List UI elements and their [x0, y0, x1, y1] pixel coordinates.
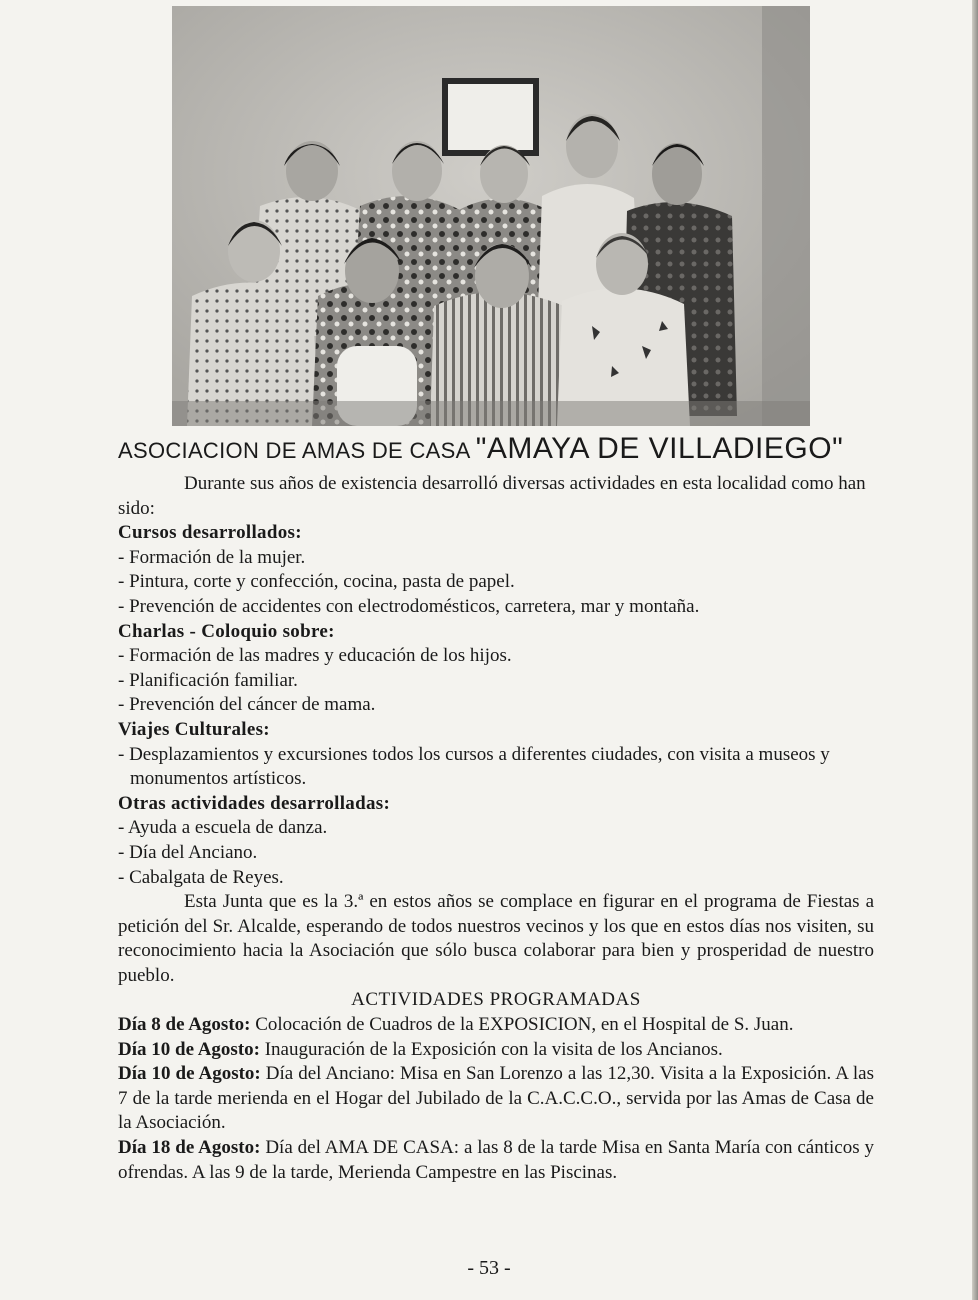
group-photo: [172, 6, 810, 426]
list-item: - Formación de las madres y educación de los hijos.: [118, 645, 512, 667]
program-text: Inauguración de la Exposición con la visita de los Ancianos.: [264, 1038, 723, 1060]
section-heading: Charlas - Coloquio sobre:: [118, 620, 335, 642]
list-item: - Cabalgata de Reyes.: [118, 866, 284, 888]
list-item: - Planificación familiar.: [118, 669, 298, 691]
program-entry: [118, 1038, 874, 1063]
page-edge: [972, 0, 978, 1300]
list-item: - Desplazamientos y excursiones todos los cursos a diferentes ciudades, con visita a museos y monumentos artísticos.: [118, 743, 830, 790]
list-item: - Día del Anciano.: [118, 841, 258, 863]
program-day: Día 18 de Agosto:: [118, 1137, 261, 1159]
program-entry: [118, 1136, 874, 1185]
page-number: - 53 -: [467, 1257, 511, 1279]
list-item: - Pintura, corte y confección, cocina, pasta de papel.: [118, 571, 515, 593]
article-body: [118, 472, 874, 1185]
section-heading: Cursos desarrollados:: [118, 522, 302, 544]
list-item: - Prevención del cáncer de mama.: [118, 694, 376, 716]
closing-paragraph: Esta Junta que es la 3.ª en estos años se complace en figurar en el programa de Fiestas a petición del Sr. Alcalde, esperando de todos nuestros vecinos y los que en estos días nos visiten, su reconocimiento hacia la Asociación que sólo busca colaborar para bien y prosperidad de nuestro pueblo.: [118, 891, 874, 986]
list-item: - Prevención de accidentes con electrodomésticos, carretera, mar y montaña.: [118, 595, 700, 617]
section-heading: Viajes Culturales:: [118, 718, 270, 740]
program-text: Día del AMA DE CASA: a las 8 de la tarde Misa en Santa María con cánticos y ofrendas. A las 9 de la tarde, Merienda Campestre en las Piscinas.: [118, 1137, 875, 1183]
program-day: Día 10 de Agosto:: [118, 1038, 260, 1060]
section-heading: Otras actividades desarrolladas:: [118, 792, 391, 814]
program-entry: [118, 1062, 874, 1136]
program-text: Día del Anciano: Misa en San Lorenzo a las 12,30. Visita a la Exposición. A las 7 de la tarde merienda en el Hogar del Jubilado de la C.A.C.C.O., servida por las Amas de Casa de la Asociación.: [118, 1063, 874, 1134]
list-item: - Ayuda a escuela de danza.: [118, 817, 328, 839]
list-item: - Formación de la mujer.: [118, 546, 306, 568]
program-text: Colocación de Cuadros de la EXPOSICION, en el Hospital de S. Juan.: [255, 1014, 794, 1036]
intro-paragraph: Durante sus años de existencia desarrolló diversas actividades en esta localidad como han sido:: [118, 473, 866, 519]
program-day: Día 10 de Agosto:: [118, 1063, 261, 1085]
headline-part1: ASOCIACION DE AMAS DE CASA: [118, 438, 476, 463]
headline-part2: "AMAYA DE VILLADIEGO": [475, 432, 844, 465]
headline: [118, 432, 878, 466]
program-day: Día 8 de Agosto:: [118, 1014, 251, 1036]
group-photo-illustration: [172, 6, 810, 426]
program-title: ACTIVIDADES PROGRAMADAS: [351, 989, 641, 1011]
program-entry: [118, 1013, 874, 1038]
